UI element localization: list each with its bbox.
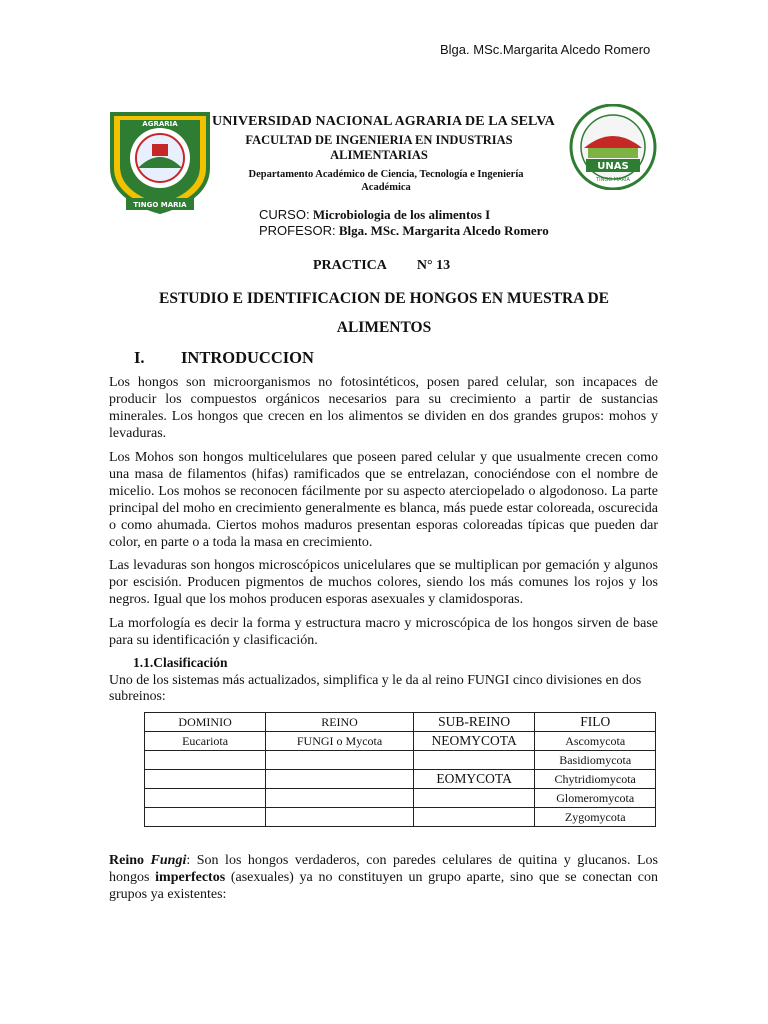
department-name: Departamento Académico de Ciencia, Tecnología e Ingeniería Académica — [248, 169, 524, 193]
table-cell — [145, 808, 266, 827]
fungi-term: Fungi — [150, 853, 187, 868]
table-cell — [266, 770, 414, 789]
subsection-title: 1.1.Clasificación — [133, 655, 228, 670]
table-cell — [145, 789, 266, 808]
section-number: I. — [134, 348, 145, 367]
document-title-line-2: ALIMENTOS — [336, 319, 432, 336]
table-cell — [266, 789, 414, 808]
table-cell: Eucariota — [145, 732, 266, 751]
professor-value: Blga. MSc. Margarita Alcedo Romero — [338, 223, 549, 238]
table-cell — [413, 808, 535, 827]
table-row — [145, 770, 656, 789]
table-header-cell: DOMINIO — [145, 713, 266, 732]
course-line — [259, 207, 490, 223]
intro-paragraph-4: La morfología es decir la forma y estructura macro y microscópica de los hongos sirven de base para su identificación y clasificación. — [109, 616, 658, 648]
reino-text-2: (asexuales) ya no constituyen un grupo aparte, sino que se conectan con grupos ya existentes: — [109, 870, 658, 902]
intro-paragraph-1: Los hongos son microorganismos no fotosintéticos, posen pared celular, son incapaces de producir los compuestos orgánicos necesarios para su crecimiento a partir de sustancias minerales. Los hongos que crecen en los alimentos se dividen en dos grandes grupos: mohos y levaduras. — [109, 375, 658, 441]
svg-text:AGRARIA: AGRARIA — [142, 120, 178, 128]
svg-text:TINGO MARIA: TINGO MARIA — [596, 177, 630, 183]
table-row — [145, 789, 656, 808]
reino-text-1: : Son los hongos verdaderos, con paredes celulares de quitina y glucanos. Los hongos — [109, 853, 659, 885]
table-cell: NEOMYCOTA — [413, 732, 535, 751]
document-title-line-1: ESTUDIO E IDENTIFICACION DE HONGOS EN MUESTRA DE — [158, 290, 609, 307]
table-cell — [266, 751, 414, 770]
intro-paragraph-3: Las levaduras son hongos microscópicos unicelulares que se multiplican por gemación y algunos por escisión. Producen pigmentos de muchos colores, siendo los más comunes los rojos y los negros. Igual que los mohos producen esporas asexuales y clamidosporas. — [109, 558, 658, 607]
intro-paragraph-2: Los Mohos son hongos multicelulares que poseen pared celular y que usualmente crecen como una masa de filamentos (hifas) ramificados que se entrelazan, conociéndose con el nombre de micelio. Los mohos se reconocen fácilmente por su aspecto aterciopelado o algodonoso. La parte principal del moho en crecimiento generalmente es blanca, más puede estar coloreada, oscurecida o como ahumada. Ciertos mohos maduros presentan esporas coloreadas típicas que pueden dar color, en parte o a toda la masa en crecimiento. — [109, 450, 658, 550]
faculty-round-logo — [566, 104, 660, 190]
course-value: Microbiologia de los alimentos I — [312, 207, 491, 222]
table-cell: EOMYCOTA — [413, 770, 535, 789]
table-row — [145, 751, 656, 770]
table-cell — [145, 751, 266, 770]
table-cell — [413, 789, 535, 808]
table-cell: Glomeromycota — [535, 789, 656, 808]
reino-fungi-paragraph — [109, 852, 658, 903]
table-cell: Zygomycota — [535, 808, 656, 827]
reino-label: Reino — [109, 853, 151, 868]
table-header-cell: SUB-REINO — [413, 713, 535, 732]
practica-label: PRACTICA — [313, 258, 387, 273]
faculty-name: FACULTAD DE INGENIERIA EN INDUSTRIAS ALIMENTARIAS — [245, 133, 513, 162]
professor-label: PROFESOR: — [259, 223, 336, 238]
author-header: Blga. MSc.Margarita Alcedo Romero — [440, 42, 651, 57]
table-row — [145, 732, 656, 751]
table-cell: Ascomycota — [535, 732, 656, 751]
section-title: INTRODUCCION — [181, 348, 314, 367]
svg-text:TINGO MARIA: TINGO MARIA — [133, 201, 187, 209]
table-header-row — [145, 713, 656, 732]
table-header-cell: REINO — [266, 713, 414, 732]
table-cell — [413, 751, 535, 770]
table-header-cell: FILO — [535, 713, 656, 732]
subsection-text: Uno de los sistemas más actualizados, simplifica y le da al reino FUNGI cinco divisiones en dos subreinos: — [109, 672, 642, 703]
svg-text:UNAS: UNAS — [597, 161, 629, 172]
course-label: CURSO: — [259, 207, 310, 222]
practica-number: N° 13 — [416, 258, 451, 273]
table-cell — [266, 808, 414, 827]
table-cell: Basidiomycota — [535, 751, 656, 770]
classification-table — [144, 712, 656, 827]
table-cell — [145, 770, 266, 789]
professor-line — [259, 223, 549, 239]
practica-heading — [313, 258, 450, 274]
university-name: UNIVERSIDAD NACIONAL AGRARIA DE LA SELVA — [212, 114, 555, 129]
table-cell: FUNGI o Mycota — [266, 732, 414, 751]
table-row — [145, 808, 656, 827]
imperfectos-term: imperfectos — [155, 870, 226, 885]
university-shield-logo — [108, 106, 212, 214]
table-cell: Chytridiomycota — [535, 770, 656, 789]
